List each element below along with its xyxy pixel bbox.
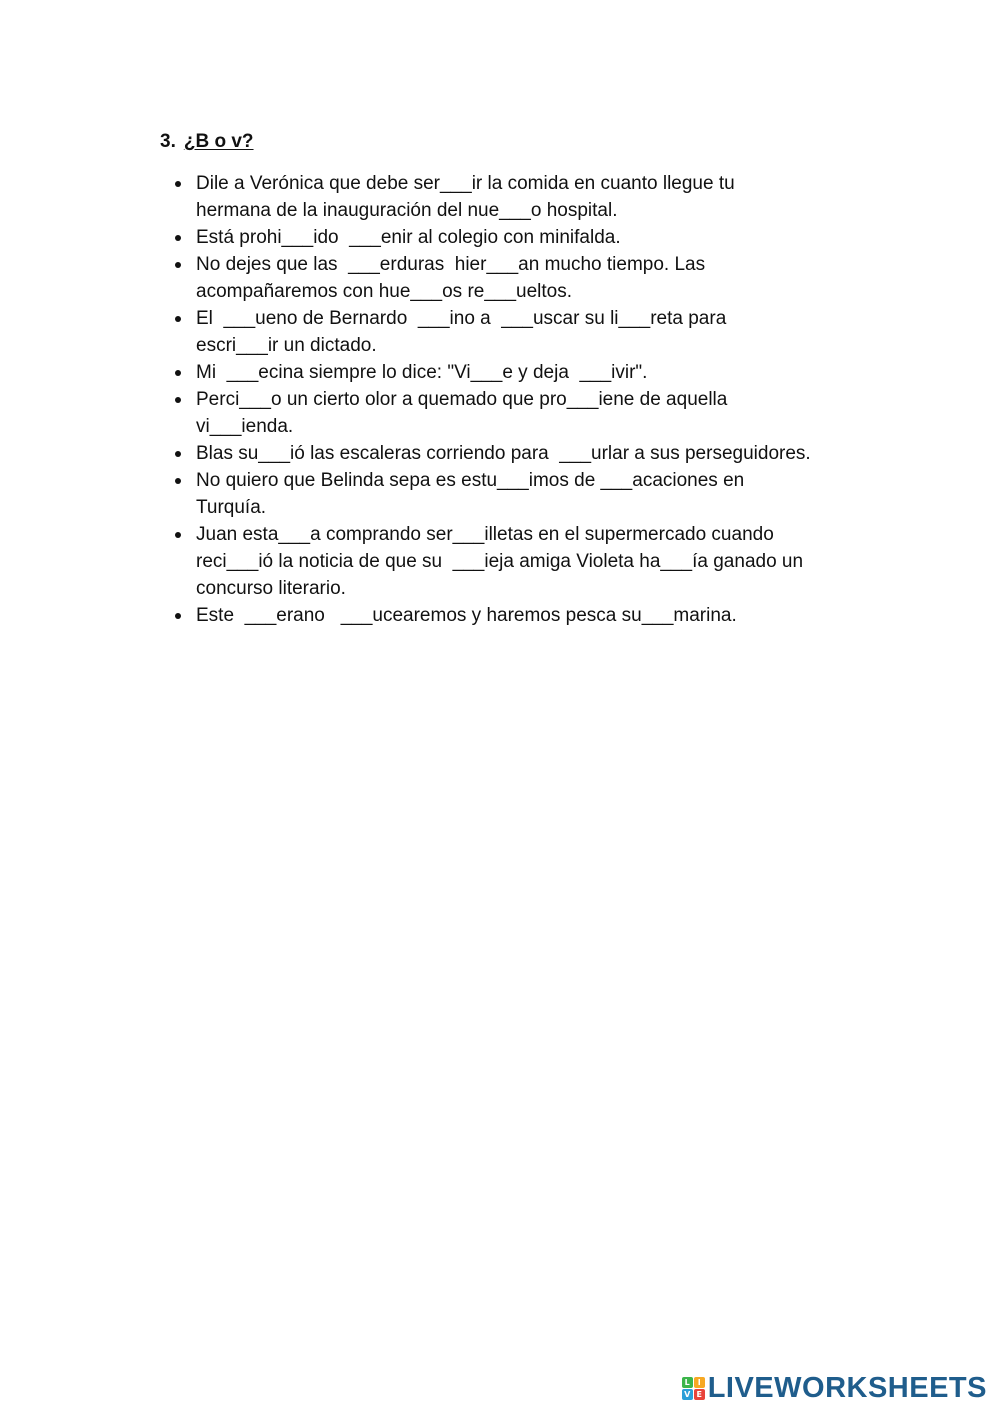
- exercise-item-6: Perci___o un cierto olor a quemado que pro___iene de aquella vi___ienda.: [196, 386, 876, 440]
- exercise-item-8: No quiero que Belinda sepa es estu___imos de ___acaciones en Turquía.: [196, 467, 876, 521]
- exercise-list: [196, 170, 876, 629]
- liveworksheets-icon: [682, 1377, 705, 1400]
- exercise-item-1: Dile a Verónica que debe ser___ir la comida en cuanto llegue tu hermana de la inauguración del nue___o hospital.: [196, 170, 876, 224]
- exercise-item-4: El ___ueno de Bernardo ___ino a ___uscar su li___reta para escri___ir un dictado.: [196, 305, 876, 359]
- exercise-item-9: Juan esta___a comprando ser___illetas en el supermercado cuando reci___ió la noticia de que su ___ieja amiga Violeta ha___ía ganado un concurso literario.: [196, 521, 876, 602]
- liveworksheets-wordmark: LIVEWORKSHEETS: [707, 1372, 987, 1404]
- logo-letter-l: L: [682, 1377, 693, 1388]
- section-number: 3.: [160, 131, 176, 152]
- logo-letter-e: E: [694, 1389, 705, 1400]
- logo-letter-v: V: [682, 1389, 693, 1400]
- section-title: ¿B o v?: [183, 131, 254, 152]
- section-heading: [160, 131, 254, 153]
- exercise-item-2: Está prohi___ido ___enir al colegio con minifalda.: [196, 224, 876, 251]
- exercise-item-10: Este ___erano ___ucearemos y haremos pesca su___marina.: [196, 602, 876, 629]
- logo-letter-i: I: [694, 1377, 705, 1388]
- liveworksheets-logo: [682, 1372, 987, 1405]
- exercise-item-7: Blas su___ió las escaleras corriendo para ___urlar a sus perseguidores.: [196, 440, 876, 467]
- exercise-item-5: Mi ___ecina siempre lo dice: "Vi___e y deja ___ivir".: [196, 359, 876, 386]
- exercise-item-3: No dejes que las ___erduras hier___an mucho tiempo. Las acompañaremos con hue___os re___ueltos.: [196, 251, 876, 305]
